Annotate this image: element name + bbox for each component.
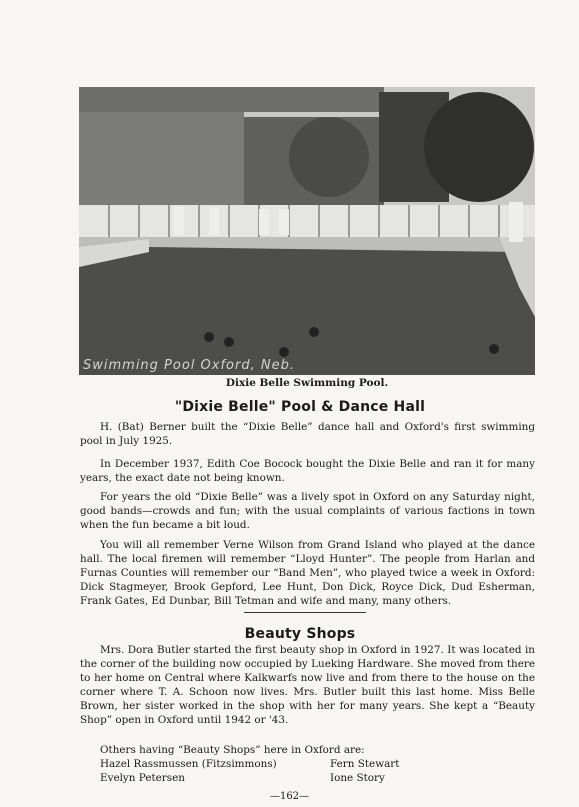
section-divider	[244, 612, 366, 613]
name-item: Fern Stewart	[330, 758, 400, 770]
name-item: Hazel Rassmussen (Fitzsimmons)	[100, 758, 277, 770]
pool-photo	[79, 87, 535, 375]
paragraph: In December 1937, Edith Coe Bocock bought the Dixie Belle and ran it for many years, the exact date not being known.	[80, 458, 535, 484]
paragraph: H. (Bat) Berner built the “Dixie Belle” dance hall and Oxford's first swimming pool in July 1925.	[80, 421, 535, 447]
pool-photo-image	[79, 87, 535, 375]
photo-caption: Dixie Belle Swimming Pool.	[225, 377, 389, 389]
paragraph: For years the old “Dixie Belle” was a lively spot in Oxford on any Saturday night, good bands—crowds and fun; with the usual complaints of various factions in town when the fun became a bit loud.	[80, 491, 535, 531]
name-item: Evelyn Petersen	[100, 772, 185, 784]
paragraph: You will all remember Verne Wilson from Grand Island who played at the dance hall. The local firemen will remember “Lloyd Hunter”. The people from Harlan and Furnas Counties will remember our “Band Men”, who played twice a week in Oxford: Dick Stagmeyer, Brook Gepford, Lee Hunt, Don Dick, Royce Dick, Dud Esherman, Frank Gates, Ed Dunbar, Bill Tetman and wife and many, many others.	[80, 539, 535, 607]
name-item: Ione Story	[330, 772, 385, 784]
beauty-shop-names	[100, 757, 440, 785]
others-intro: Others having “Beauty Shops” here in Oxford are:	[100, 744, 365, 756]
page-number: —162—	[269, 791, 310, 802]
section-title-dixie-belle: "Dixie Belle" Pool & Dance Hall	[174, 399, 426, 415]
section-title-beauty-shops: Beauty Shops	[244, 626, 356, 642]
photo-watermark: Swimming Pool Oxford, Neb.	[83, 358, 295, 373]
paragraph: Mrs. Dora Butler started the first beauty shop in Oxford in 1927. It was located in the corner of the building now occupied by Lueking Hardware. She moved from there to her home on Central where Kalkwarfs now live and from there to the house on the corner where T. A. Schoon now lives. Mrs. Butler built this last home. Miss Belle Brown, her sister worked in the shop with her for many years. She kept a “Beauty Shop” open in Oxford until 1942 or '43.	[80, 644, 535, 726]
